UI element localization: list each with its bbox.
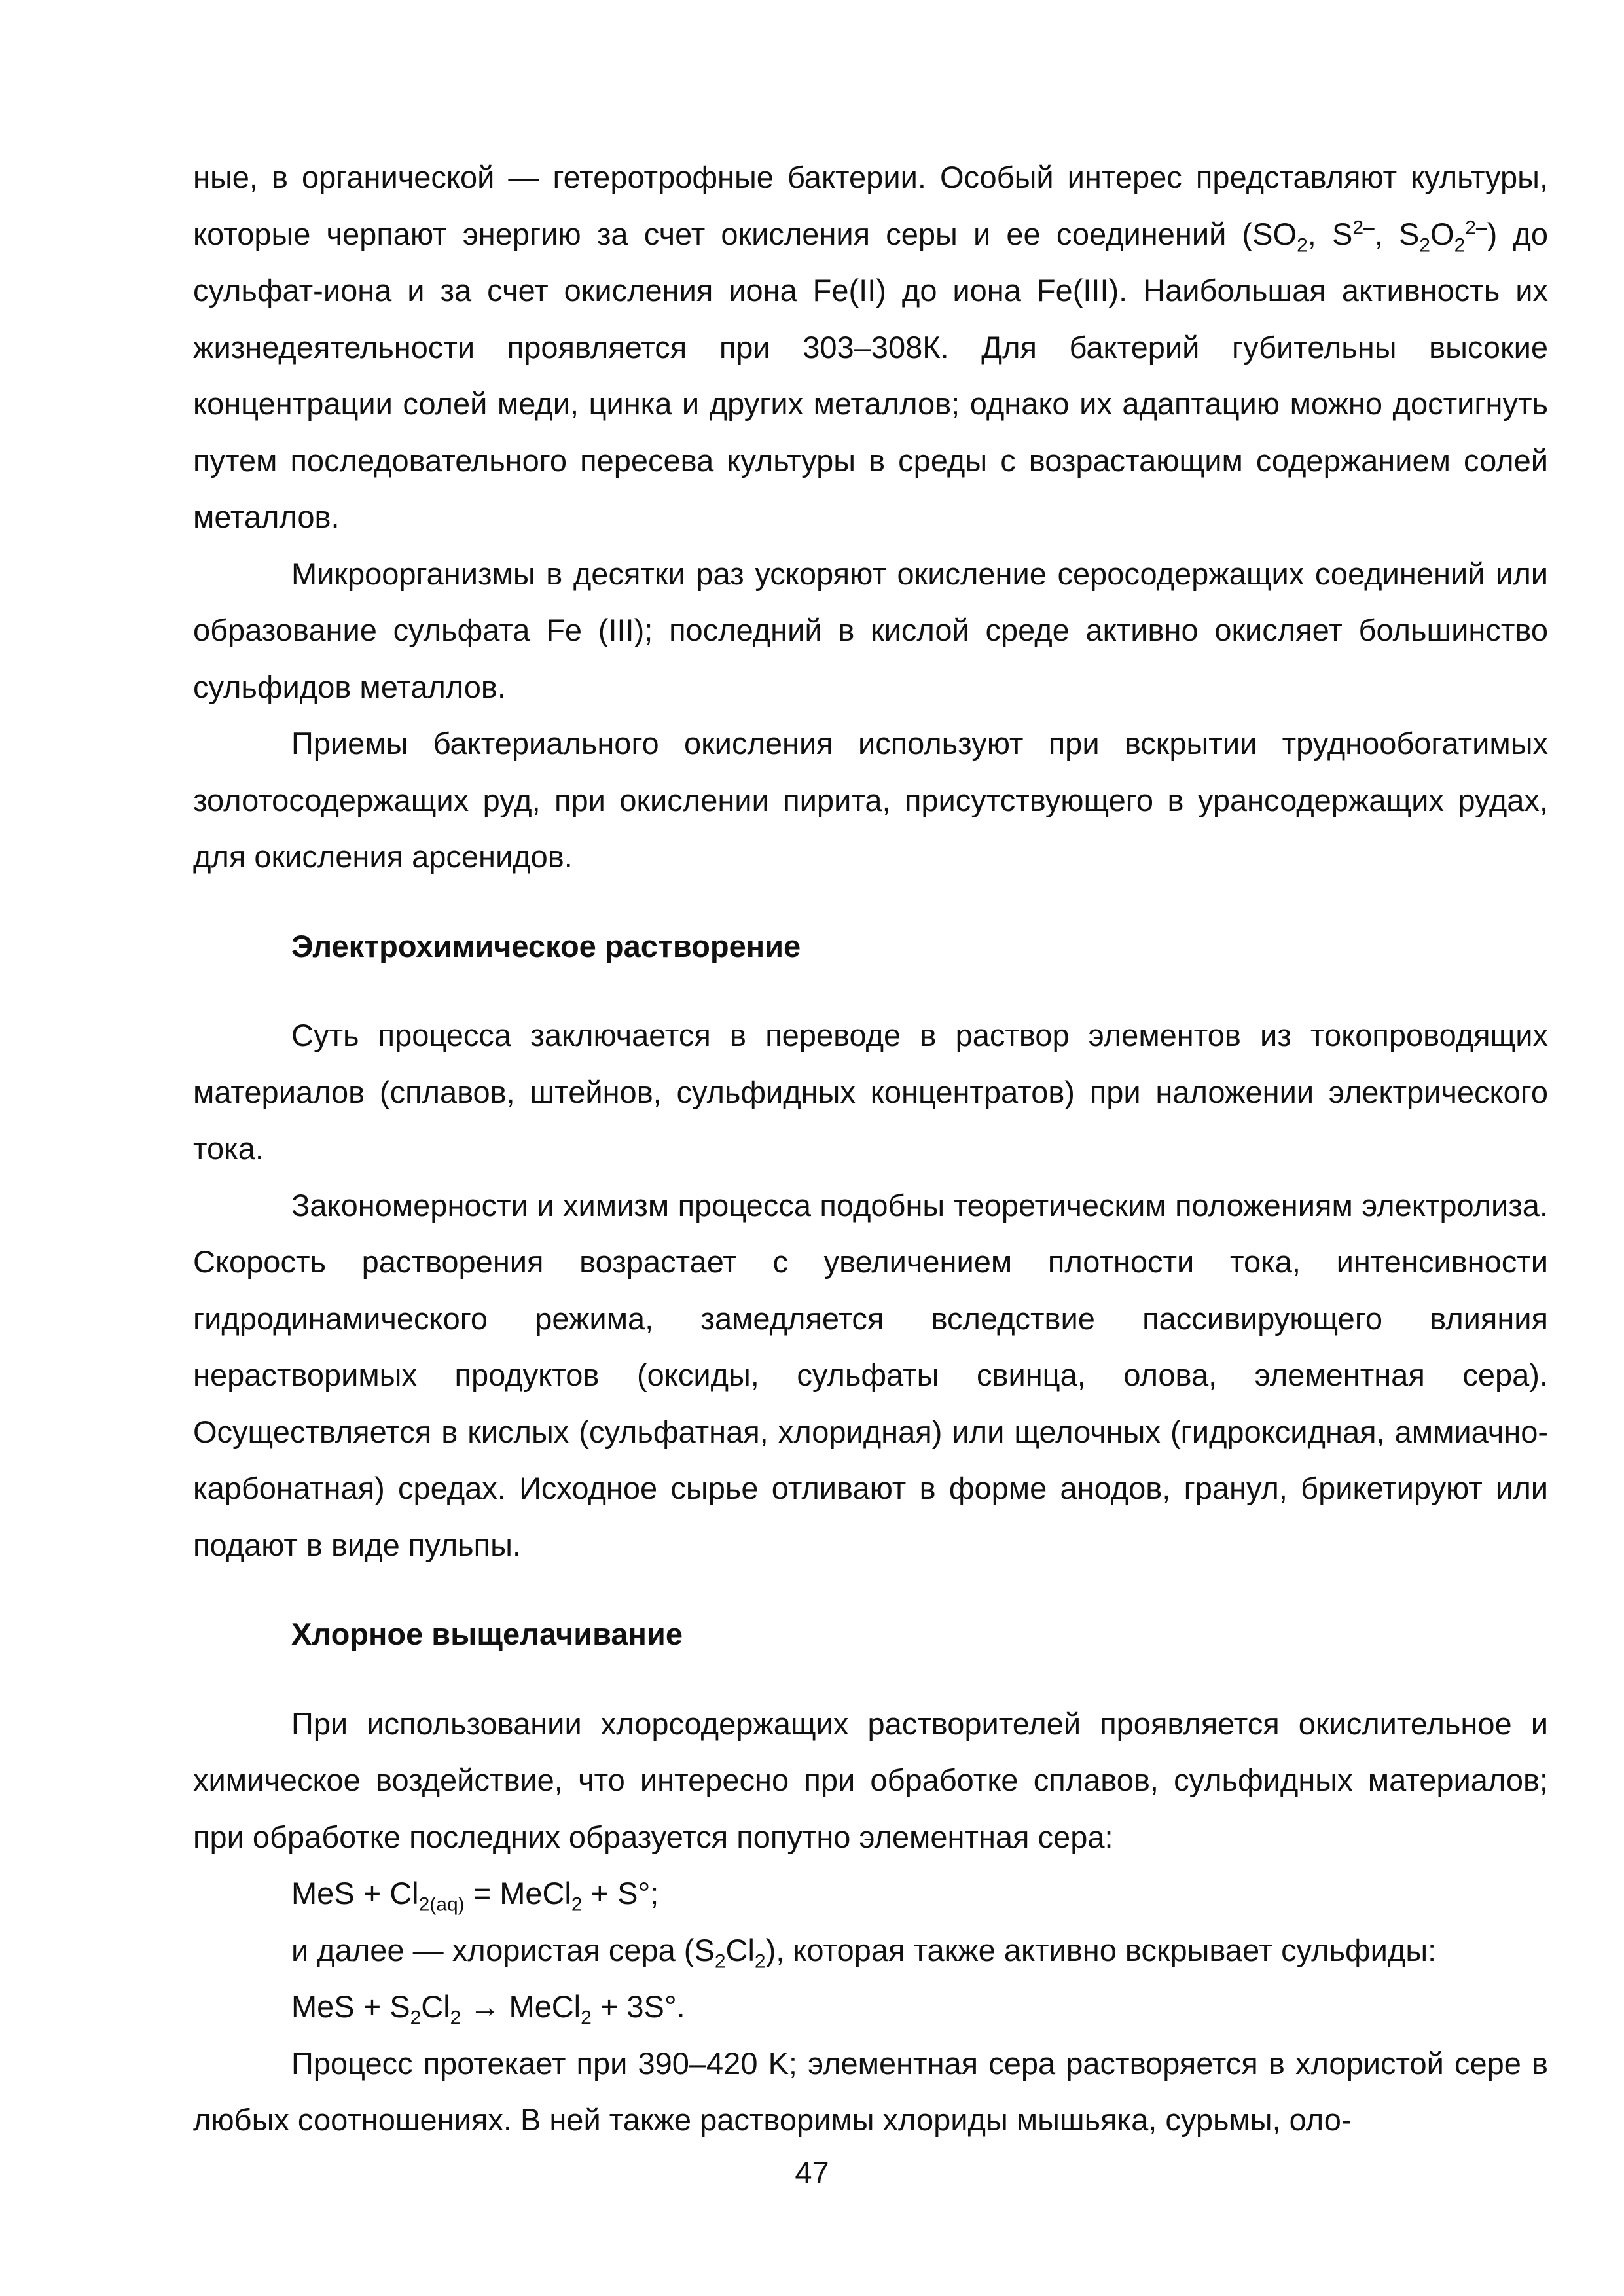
paragraph-bacterial-cultures xyxy=(193,149,1548,546)
subscript: 2(aq) xyxy=(418,1893,465,1916)
subscript: 2 xyxy=(571,1893,583,1916)
text-sulfur-chloride xyxy=(193,1922,1548,1979)
spacer xyxy=(193,886,1548,918)
spacer xyxy=(193,1663,1548,1696)
subscript: 2 xyxy=(410,2007,422,2029)
subscript: 2 xyxy=(754,1950,766,1972)
paragraph-chlorine-solvents: При использовании хлорсодержащих растворителей проявляется окислительное и химическое воздействие, что интересно при обработке сплавов, сульфидных материалов; при обработке последних образуется попутно элементная сера: xyxy=(193,1706,1548,1854)
subscript: 2 xyxy=(714,1950,726,1972)
paragraph-electrochemical-essence: Суть процесса заключается в переводе в раствор элементов из токопроводящих материалов (сплавов, штейнов, сульфидных концентратов) при наложении электрического тока. xyxy=(193,1018,1548,1166)
paragraph-bacterial-oxidation: Приемы бактериального окисления используют при вскрытии труднообогатимых золотосодержащих руд, при окислении пирита, присутствующего в урансодержащих рудах, для окисления арсенидов. xyxy=(193,726,1548,874)
text-run: и далее — хлористая сера (S xyxy=(291,1932,715,1967)
subscript: 2 xyxy=(1297,234,1308,256)
section-heading-electrochemical: Электрохимическое растворение xyxy=(291,928,801,963)
formula-mes-s2cl2 xyxy=(193,1979,1548,2036)
text-run: MeS + S xyxy=(291,1989,410,2024)
section-heading-chlorine-leaching: Хлорное выщелачивание xyxy=(291,1617,683,1651)
spacer xyxy=(193,1573,1548,1606)
text-run: Cl xyxy=(421,1989,450,2024)
superscript: 2– xyxy=(1352,216,1375,238)
text-run: ), которая также активно вскрывает сульфиды: xyxy=(765,1932,1437,1967)
subscript: 2 xyxy=(1454,234,1466,256)
subscript: 2 xyxy=(1419,234,1430,256)
text-run: MeS + Cl xyxy=(291,1876,419,1910)
text-run: O xyxy=(1430,216,1454,251)
text-run: = MeCl xyxy=(464,1876,571,1910)
formula-mes-cl2 xyxy=(193,1865,1548,1922)
document-page xyxy=(193,149,1548,2149)
subscript: 2 xyxy=(581,2007,592,2029)
text-run: → MeCl xyxy=(461,1989,581,2024)
text-run: ) до сульфат-иона и за счет окисления иона Fe(II) до иона Fe(III). Наибольшая активность их жизнедеятельности проявляется при 303–308К. Для бактерий губительны высокие концентрации солей меди, цинка и других металлов; однако их адаптацию можно достигнуть путем последовательного пересева культуры в среды с возрастающим содержанием солей металлов. xyxy=(193,216,1549,534)
text-run: + 3S°. xyxy=(591,1989,685,2024)
page-number: 47 xyxy=(795,2155,829,2190)
paragraph-microorganisms: Микроорганизмы в десятки раз ускоряют окисление серосодержащих соединений или образование сульфата Fe (III); последний в кислой среде активно окисляет большинство сульфидов металлов. xyxy=(193,556,1548,704)
paragraph-electrochemical-laws: Закономерности и химизм процесса подобны теоретическим положениям электролиза. Скорость растворения возрастает с увеличением плотности тока, интенсивности гидродинамического режима, замедляется вследствие пассивирующего влияния нерастворимых продуктов (оксиды, сульфаты свинца, олова, элементная сера). Осуществляется в кислых (сульфатная, хлоридная) или щелочных (гидроксидная, аммиачно-карбонатная) средах. Исходное сырье отливают в форме анодов, гранул, брикетируют или подают в виде пульпы. xyxy=(193,1187,1548,1562)
subscript: 2 xyxy=(450,2007,461,2029)
superscript: 2– xyxy=(1465,216,1487,238)
spacer xyxy=(193,975,1548,1007)
text-run: , S xyxy=(1307,216,1353,251)
text-run: + S°; xyxy=(582,1876,659,1910)
text-run: , S xyxy=(1374,216,1420,251)
paragraph-process-temperature: Процесс протекает при 390–420 K; элементная сера растворяется в хлористой сере в любых соотношениях. В ней также растворимы хлориды мышьяка, сурьмы, оло- xyxy=(193,2045,1548,2137)
text-run: ные, в органической — гетеротрофные бактерии. Особый интерес представляют культуры, которые черпают энергию за счет окисления серы и ее соединений (SO xyxy=(193,160,1548,251)
text-run: Cl xyxy=(725,1932,755,1967)
